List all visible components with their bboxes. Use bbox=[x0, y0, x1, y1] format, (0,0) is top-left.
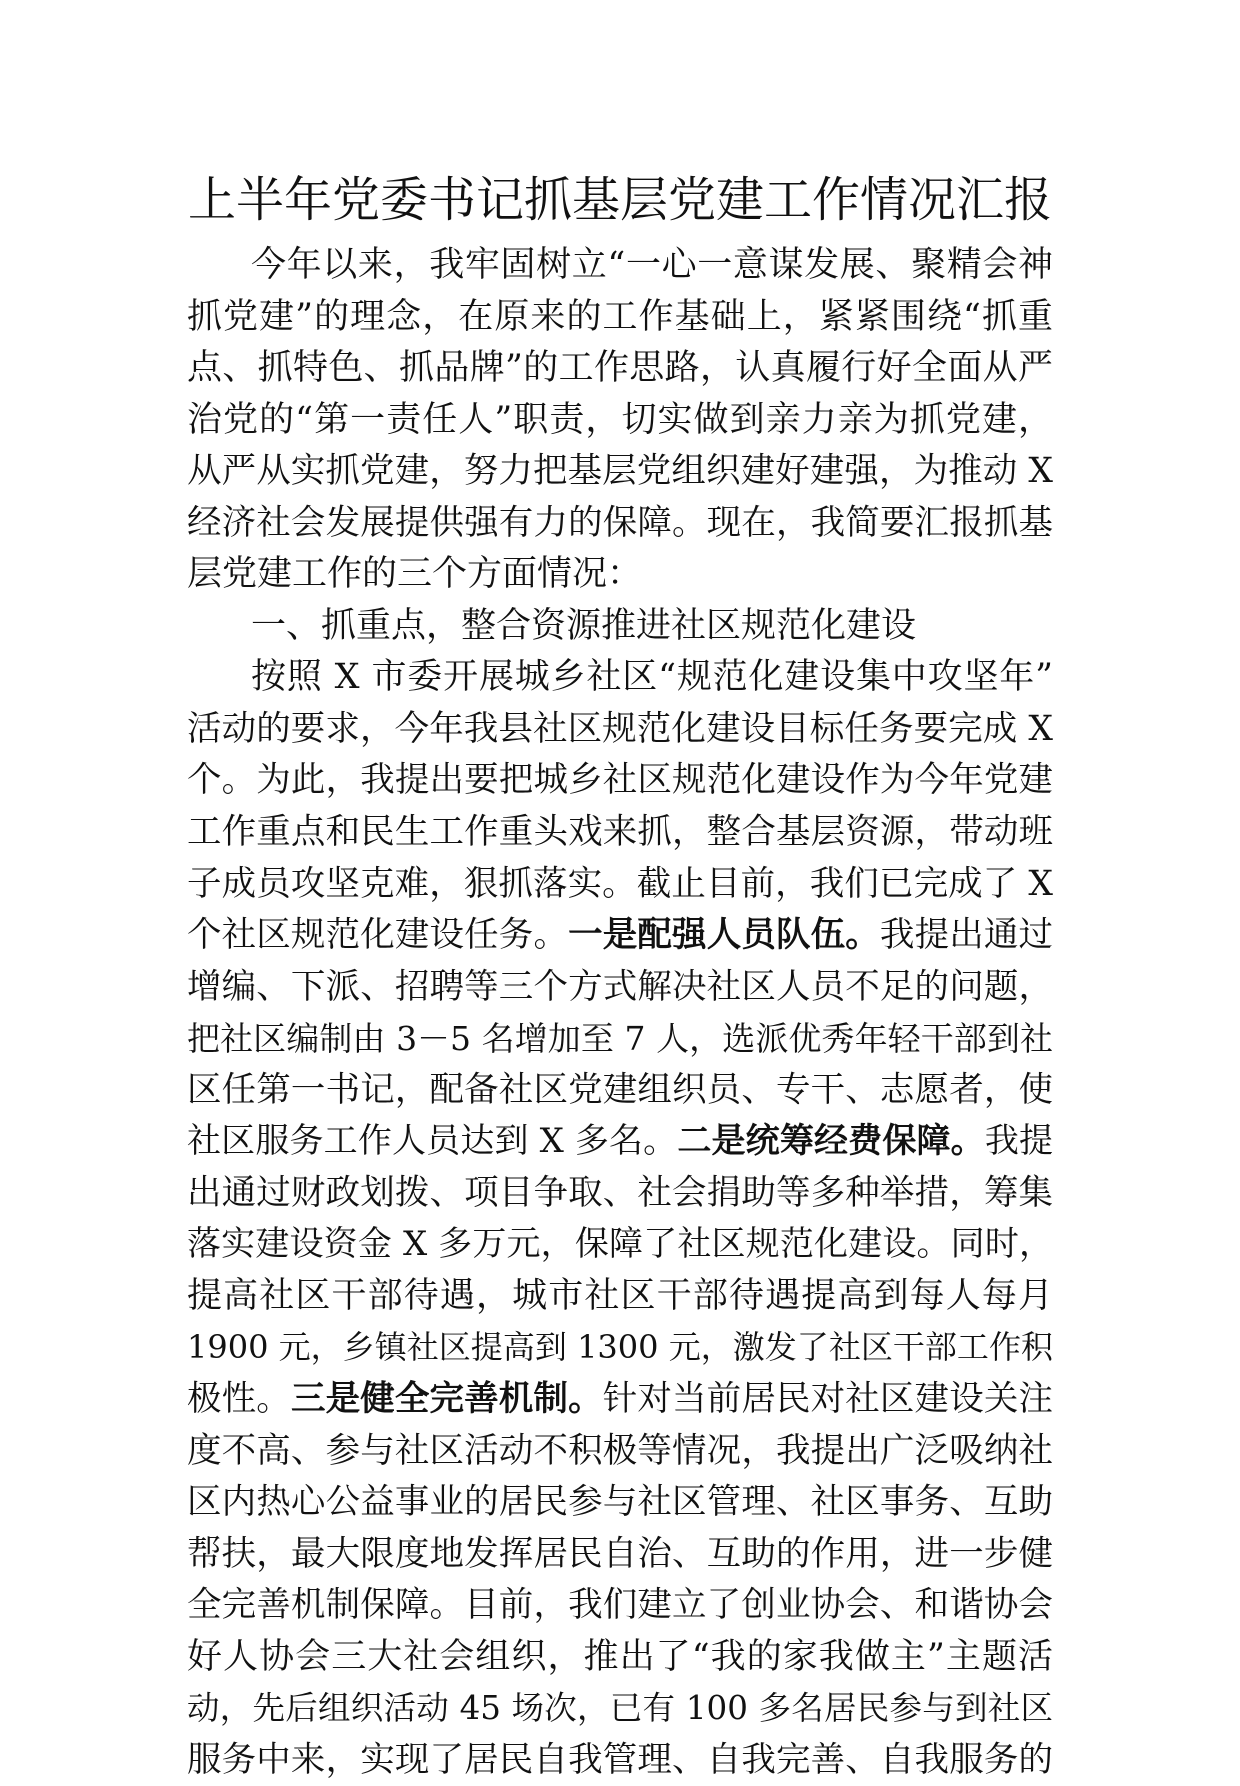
line-segment: 针对当前居民对社区建设关注 bbox=[602, 1379, 1053, 1420]
paragraph-line: 把社区编制由 3－5 名增加至 7 人，选派优秀年轻干部到社 bbox=[187, 1019, 1053, 1059]
paragraph-line: 治党的“第一责任人”职责，切实做到亲力亲为抓党建， bbox=[187, 399, 1053, 440]
line-segment: 我提出通过 bbox=[879, 915, 1053, 956]
line-segment: 社区服务工作人员达到 X 多名。 bbox=[187, 1121, 678, 1162]
paragraph-line: 个。为此，我提出要把城乡社区规范化建设作为今年党建 bbox=[187, 760, 1053, 801]
emphasis-text: 一是配强人员队伍。 bbox=[568, 915, 880, 956]
emphasis-text: 三是健全完善机制。 bbox=[290, 1379, 603, 1420]
paragraph-line: 落实建设资金 X 多万元，保障了社区规范化建设。同时， bbox=[187, 1224, 1053, 1265]
line-segment: 极性。 bbox=[187, 1379, 291, 1420]
paragraph-line: 工作重点和民生工作重头戏来抓，整合基层资源，带动班 bbox=[187, 812, 1053, 853]
emphasis-text: 二是统筹经费保障。 bbox=[677, 1121, 985, 1162]
paragraph-line: 增编、下派、招聘等三个方式解决社区人员不足的问题， bbox=[187, 966, 1053, 1007]
paragraph-line: 1900 元，乡镇社区提高到 1300 元，激发了社区干部工作积 bbox=[187, 1328, 1053, 1367]
line-segment: 个社区规范化建设任务。 bbox=[187, 915, 569, 956]
paragraph-line: 点、抓特色、抓品牌”的工作思路，认真履行好全面从严 bbox=[187, 348, 1053, 389]
paragraph-line: 服务中来，实现了居民自我管理、自我完善、自我服务的 bbox=[187, 1739, 1053, 1780]
paragraph-line: 今年以来，我牢固树立“一心一意谋发展、聚精会神 bbox=[251, 245, 1053, 285]
paragraph-line: 动，先后组织活动 45 场次，已有 100 多名居民参与到社区 bbox=[187, 1689, 1053, 1728]
paragraph-line: 好人协会三大社会组织，推出了“我的家我做主”主题活 bbox=[187, 1636, 1053, 1677]
paragraph-line bbox=[187, 1116, 1053, 1168]
document-title: 上半年党委书记抓基层党建工作情况汇报 bbox=[187, 172, 1052, 228]
paragraph-line: 区内热心公益事业的居民参与社区管理、社区事务、互助 bbox=[187, 1482, 1053, 1523]
paragraph-line: 经济社会发展提供强有力的保障。现在，我简要汇报抓基 bbox=[187, 502, 1053, 543]
paragraph-line: 全完善机制保障。目前，我们建立了创业协会、和谐协会 bbox=[187, 1585, 1053, 1626]
paragraph-line bbox=[187, 910, 1053, 962]
paragraph-line: 出通过财政划拨、项目争取、社会捐助等多种举措，筹集 bbox=[187, 1172, 1053, 1213]
paragraph-line: 层党建工作的三个方面情况： bbox=[187, 554, 643, 595]
paragraph-line: 帮扶，最大限度地发挥居民自治、互助的作用，进一步健 bbox=[187, 1533, 1053, 1574]
document-body bbox=[187, 240, 1053, 1786]
paragraph-line: 从严从实抓党建，努力把基层党组织建好建强，为推动 X bbox=[187, 451, 1053, 492]
paragraph-line: 抓党建”的理念，在原来的工作基础上，紧紧围绕“抓重 bbox=[187, 296, 1053, 337]
paragraph-line: 度不高、参与社区活动不积极等情况，我提出广泛吸纳社 bbox=[187, 1430, 1053, 1471]
line-segment: 我提 bbox=[984, 1121, 1053, 1162]
paragraph-line: 按照 X 市委开展城乡社区“规范化建设集中攻坚年” bbox=[251, 657, 1053, 698]
paragraph-line: 提高社区干部待遇，城市社区干部待遇提高到每人每月 bbox=[187, 1275, 1053, 1316]
paragraph-line bbox=[187, 1374, 1053, 1426]
paragraph-line: 活动的要求，今年我县社区规范化建设目标任务要完成 X bbox=[187, 708, 1053, 749]
paragraph-line: 子成员攻坚克难，狠抓落实。截止目前，我们已完成了 X bbox=[187, 863, 1053, 904]
paragraph-line: 区任第一书记，配备社区党建组织员、专干、志愿者，使 bbox=[187, 1069, 1053, 1110]
section-heading: 一、抓重点，整合资源推进社区规范化建设 bbox=[251, 605, 917, 646]
